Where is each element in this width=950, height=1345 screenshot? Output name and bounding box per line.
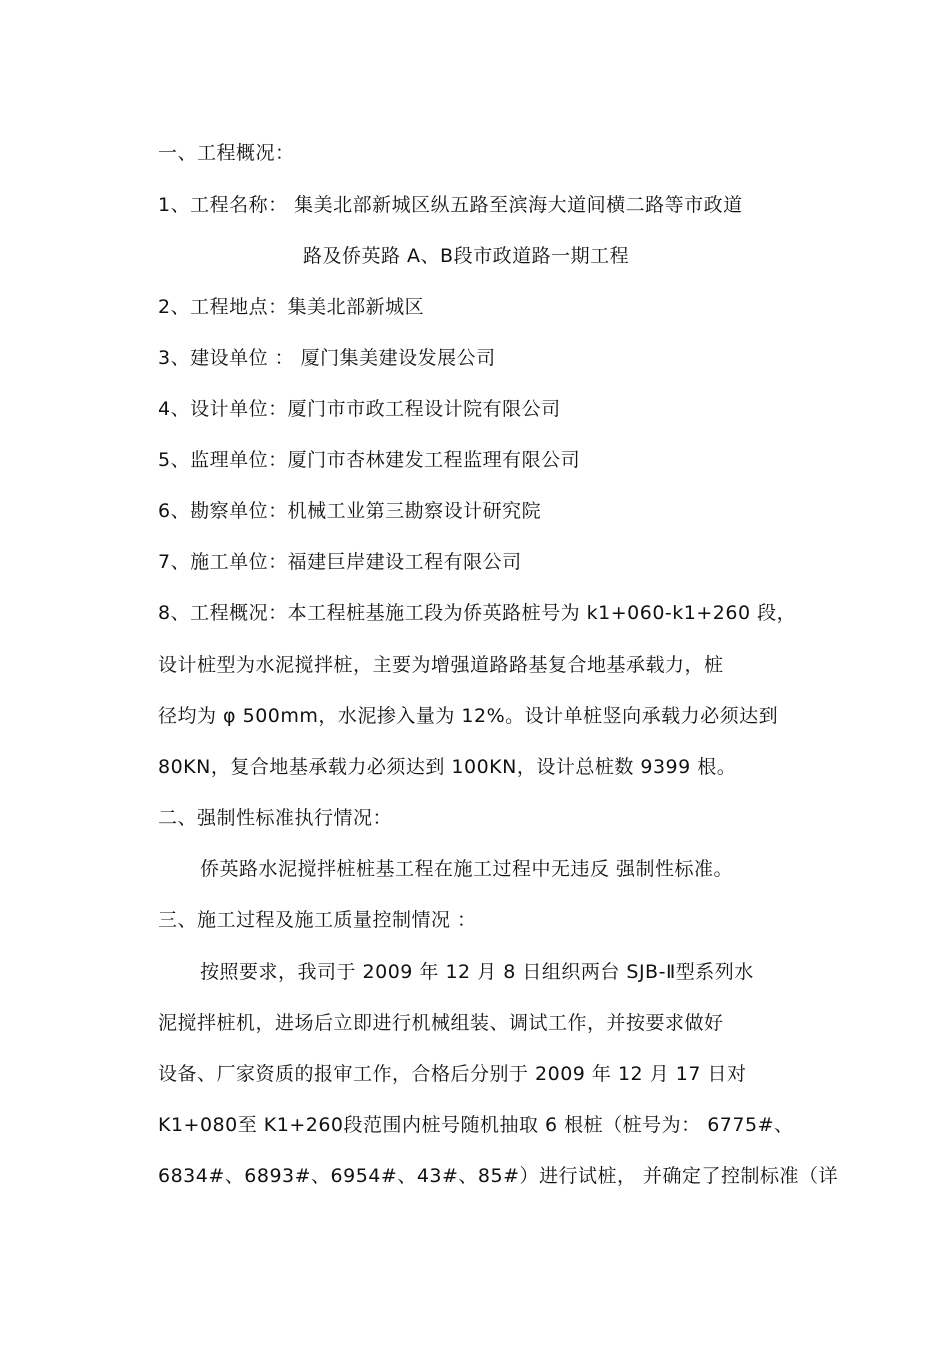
project-overview-line-4: 80KN，复合地基承载力必须达到 100KN，设计总桩数 9399 根。	[158, 756, 737, 778]
quality-control-para-line-3: 设备、厂家资质的报审工作，合格后分别于 2009 年 12 月 17 日对	[158, 1063, 747, 1085]
project-name-line-2: 路及侨英路 A、B段市政道路一期工程	[303, 245, 630, 267]
project-overview-line-3: 径均为 φ 500mm，水泥掺入量为 12%。设计单桩竖向承载力必须达到	[158, 705, 779, 727]
survey-unit: 6、勘察单位：机械工业第三勘察设计研究院	[158, 500, 542, 522]
quality-control-para-line-1: 按照要求，我司于 2009 年 12 月 8 日组织两台 SJB-Ⅱ型系列水	[200, 961, 754, 983]
project-overview-line-2: 设计桩型为水泥搅拌桩，主要为增强道路路基复合地基承载力，桩	[158, 654, 724, 676]
section-heading-mandatory-standards: 二、强制性标准执行情况：	[158, 807, 393, 829]
quality-control-para-line-5: 6834#、6893#、6954#、43#、85#）进行试桩， 并确定了控制标准（详	[158, 1165, 839, 1187]
construction-unit: 7、施工单位：福建巨岸建设工程有限公司	[158, 551, 522, 573]
design-unit: 4、设计单位：厦门市市政工程设计院有限公司	[158, 398, 561, 420]
quality-control-para-line-2: 泥搅拌桩机，进场后立即进行机械组装、调试工作，并按要求做好	[158, 1012, 724, 1034]
owner-unit: 3、建设单位 ： 厦门集美建设发展公司	[158, 347, 496, 369]
supervision-unit: 5、监理单位：厦门市杏林建发工程监理有限公司	[158, 449, 581, 471]
quality-control-para-line-4: K1+080至 K1+260段范围内桩号随机抽取 6 根桩（桩号为： 6775#、	[158, 1114, 794, 1136]
project-location: 2、工程地点：集美北部新城区	[158, 296, 425, 318]
section-heading-quality-control: 三、施工过程及施工质量控制情况 ：	[158, 909, 477, 931]
project-overview-line-1: 8、工程概况：本工程桩基施工段为侨英路桩号为 k1+060-k1+260 段，	[158, 602, 797, 624]
section-heading-project-overview: 一、工程概况：	[158, 142, 295, 164]
project-name-line-1: 1、工程名称： 集美北部新城区纵五路至滨海大道间横二路等市政道	[158, 194, 743, 216]
mandatory-standards-statement: 侨英路水泥搅拌桩桩基工程在施工过程中无违反 强制性标准。	[200, 858, 734, 880]
